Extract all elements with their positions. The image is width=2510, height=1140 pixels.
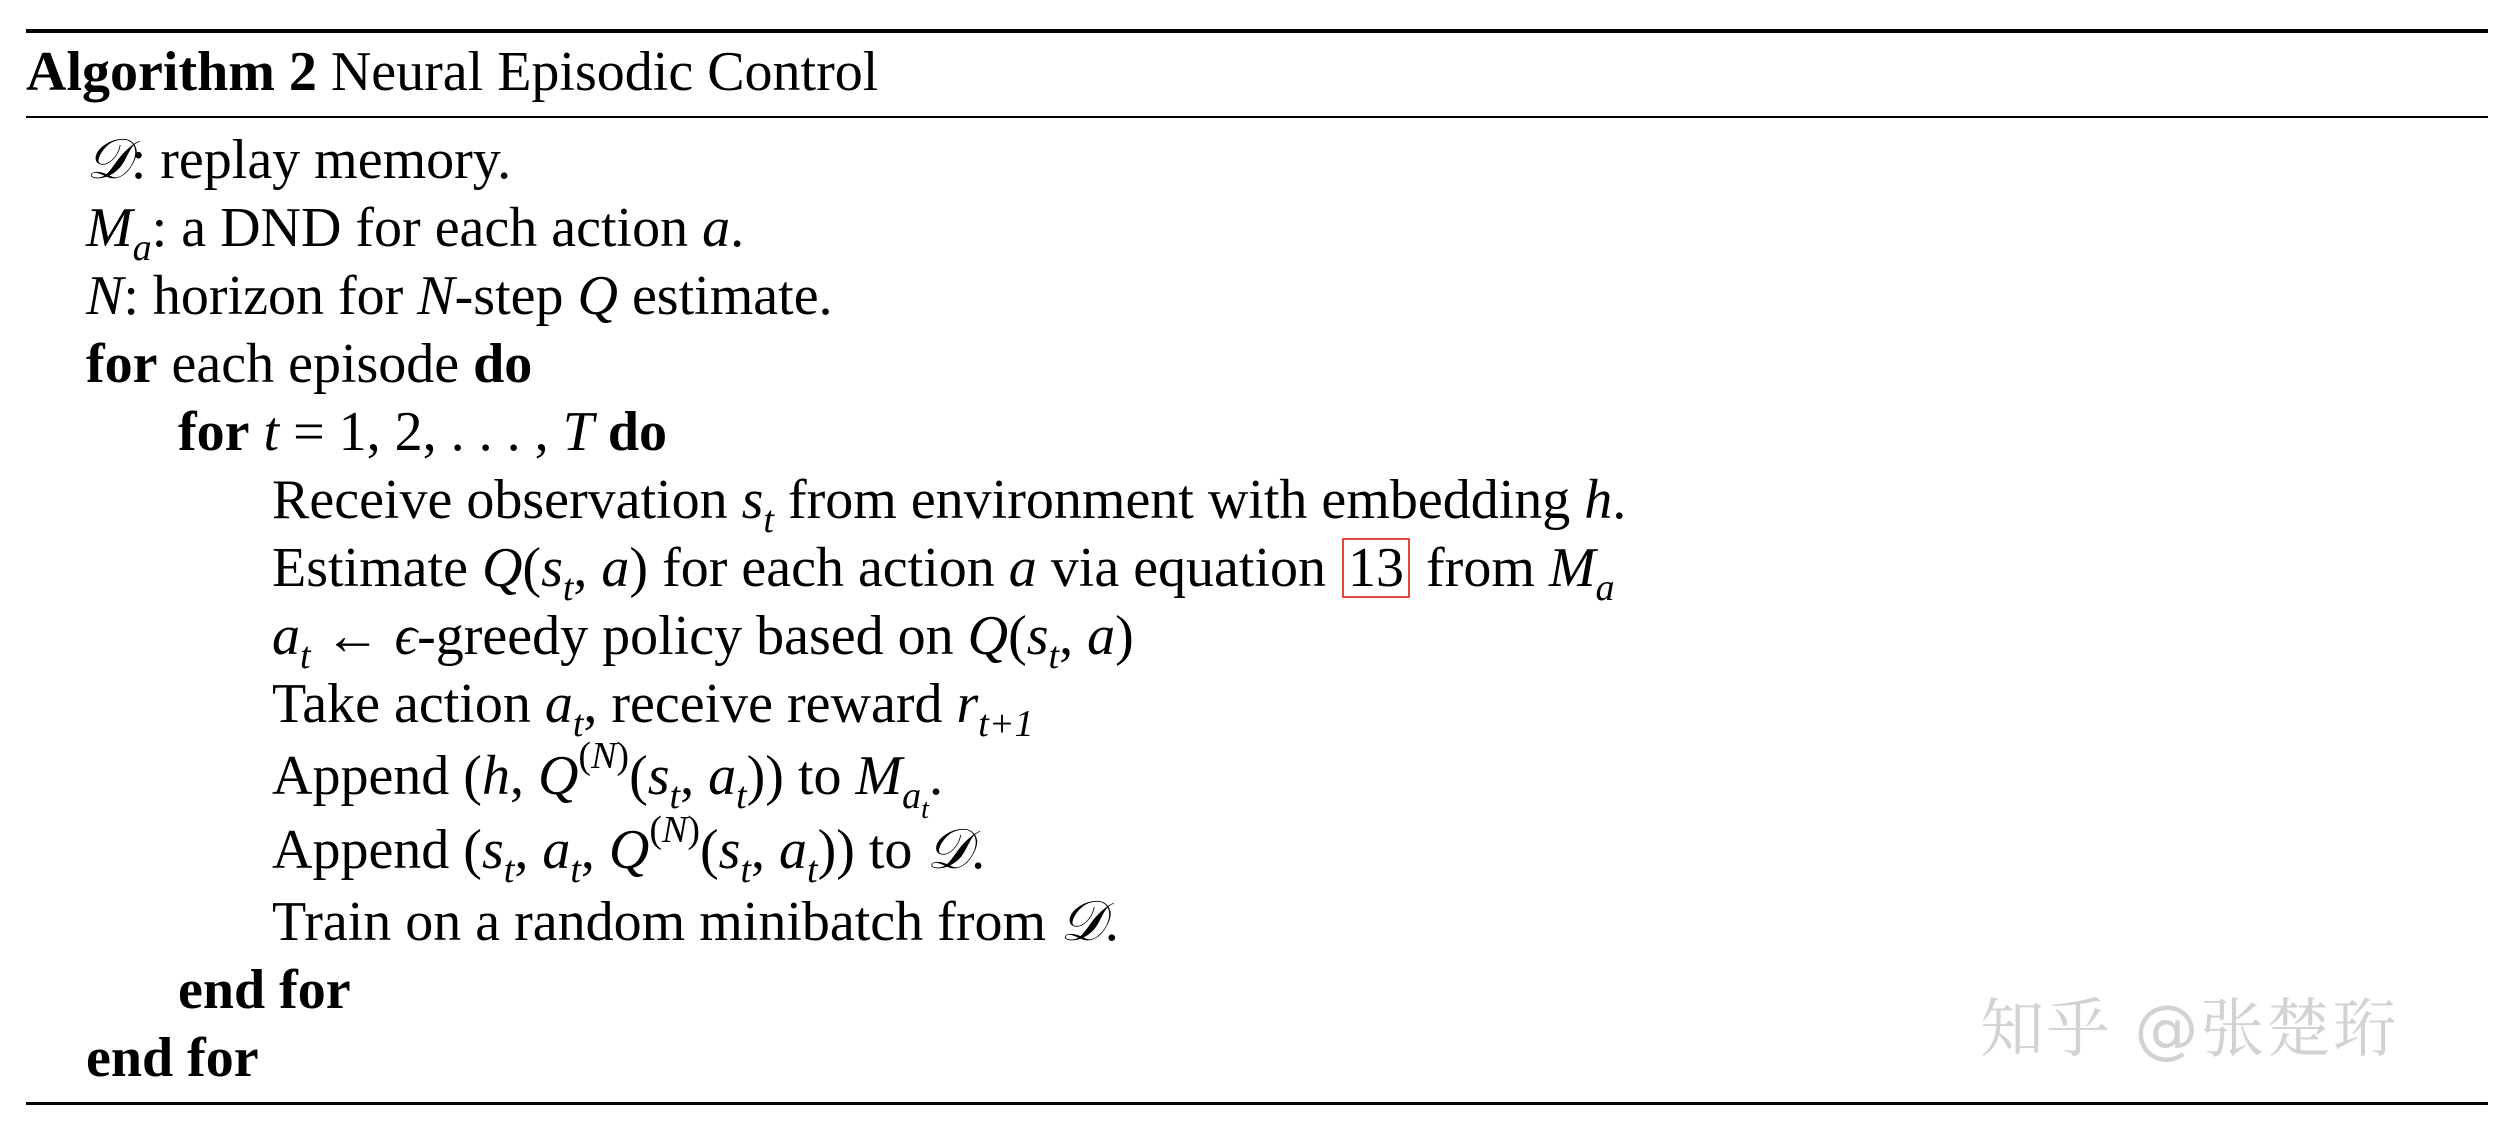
horizon-text-c: estimate. xyxy=(617,265,833,327)
estimate-text-c: via equation xyxy=(1036,537,1341,599)
for-each-episode-text: each episode xyxy=(171,333,460,395)
horizon-text-a: : horizon for xyxy=(123,265,418,327)
line-estimate xyxy=(272,534,1615,609)
math-h: h xyxy=(1584,469,1613,531)
algorithm-title xyxy=(26,35,878,109)
line-dnd: $M_a$: a DND for each action a. xyxy=(86,197,745,269)
estimate-text-a: Estimate xyxy=(272,537,482,599)
top-rule xyxy=(26,29,2488,33)
take-action-text-a: Take action xyxy=(272,673,545,735)
math-a-2: a xyxy=(1008,537,1037,599)
math-mat: $M_{a_t}$ xyxy=(855,745,929,825)
keyword-end-for-outer: end for xyxy=(86,1027,259,1089)
math-ma-2: $M_a$ xyxy=(1548,537,1615,609)
train-text: Train on a random minibatch from xyxy=(272,891,1061,953)
horizon-text-b: -step xyxy=(454,265,578,327)
append-m-text-b: to xyxy=(783,745,856,807)
zhihu-watermark: 知乎 @张楚珩 xyxy=(1980,993,2399,1067)
dnd-text: : a DND for each action xyxy=(151,197,703,259)
line-train: Train on a random minibatch from 𝒟. xyxy=(272,891,1119,953)
math-h-qn: (h, $Q^{(N)}(s_t$, $a_t$)) xyxy=(463,735,784,817)
math-ma: $M_a$ xyxy=(86,197,152,269)
replay-memory-text: : replay memory. xyxy=(130,129,512,191)
math-q-st-a: $Q(s_t$, a) xyxy=(481,537,649,609)
math-q: Q xyxy=(577,265,618,327)
math-q-st-a-2: $Q(s_t$, a) xyxy=(967,605,1134,677)
math-st: $s_t$ xyxy=(741,469,774,541)
append-d-text-b: to xyxy=(854,819,927,881)
append-d-text-a: Append xyxy=(272,819,464,881)
equation-ref-link[interactable]: 13 xyxy=(1342,538,1410,598)
line-policy: $a_t$ ← ϵ-greedy policy based on $Q(s_t$, a) xyxy=(272,605,1134,677)
line-end-for-inner xyxy=(178,956,351,1024)
take-action-text-b: , receive reward xyxy=(583,673,957,735)
line-replay-memory xyxy=(86,126,511,194)
math-epsilon: ϵ xyxy=(394,605,418,667)
line-for-episode xyxy=(86,330,532,398)
math-rt1: $r_{t+1}$ xyxy=(956,673,1034,745)
math-d: 𝒟 xyxy=(86,129,131,191)
math-n-2: N xyxy=(417,265,455,327)
line-end-for-outer xyxy=(86,1024,259,1092)
keyword-do-inner: do xyxy=(607,401,667,463)
math-n: N xyxy=(86,265,124,327)
append-m-text-a: Append xyxy=(272,745,464,807)
math-a: a xyxy=(702,197,731,259)
math-t-range: t = 1, 2, . . . , T xyxy=(263,401,594,463)
keyword-end-for-inner: end for xyxy=(178,959,351,1021)
estimate-text-d: from xyxy=(1412,537,1549,599)
math-d-2: 𝒟 xyxy=(926,819,972,881)
algorithm-name: Neural Episodic Control xyxy=(330,41,879,103)
math-d-3: 𝒟 xyxy=(1060,891,1105,953)
estimate-text-b: for each action xyxy=(648,537,1009,599)
line-receive-observation: Receive observation $s_t$ from environment with embedding h. xyxy=(272,469,1627,541)
line-append-replay: Append ($s_t$, $a_t$, $Q^{(N)}(s_t$, $a_t$)) to 𝒟. xyxy=(272,809,986,891)
line-horizon xyxy=(86,262,833,330)
policy-text: -greedy policy based on xyxy=(417,605,968,667)
math-st-at-qn: ($s_t$, $a_t$, $Q^{(N)}(s_t$, $a_t$)) xyxy=(463,809,855,891)
line-append-dnd: Append (h, $Q^{(N)}(s_t$, $a_t$)) to $M_{a_t}$. xyxy=(272,735,943,825)
keyword-for-inner: for xyxy=(178,401,250,463)
math-at-2: $a_t$ xyxy=(544,673,584,745)
math-at: $a_t$ xyxy=(272,605,311,677)
line-for-t xyxy=(178,398,667,466)
receive-text-b: from environment with embedding xyxy=(773,469,1585,531)
keyword-do: do xyxy=(473,333,533,395)
bottom-rule xyxy=(26,1102,2488,1105)
title-rule xyxy=(26,116,2488,118)
keyword-for: for xyxy=(86,333,158,395)
line-take-action xyxy=(272,670,1034,745)
algorithm-label: Algorithm 2 xyxy=(26,41,317,103)
receive-text-a: Receive observation xyxy=(272,469,742,531)
